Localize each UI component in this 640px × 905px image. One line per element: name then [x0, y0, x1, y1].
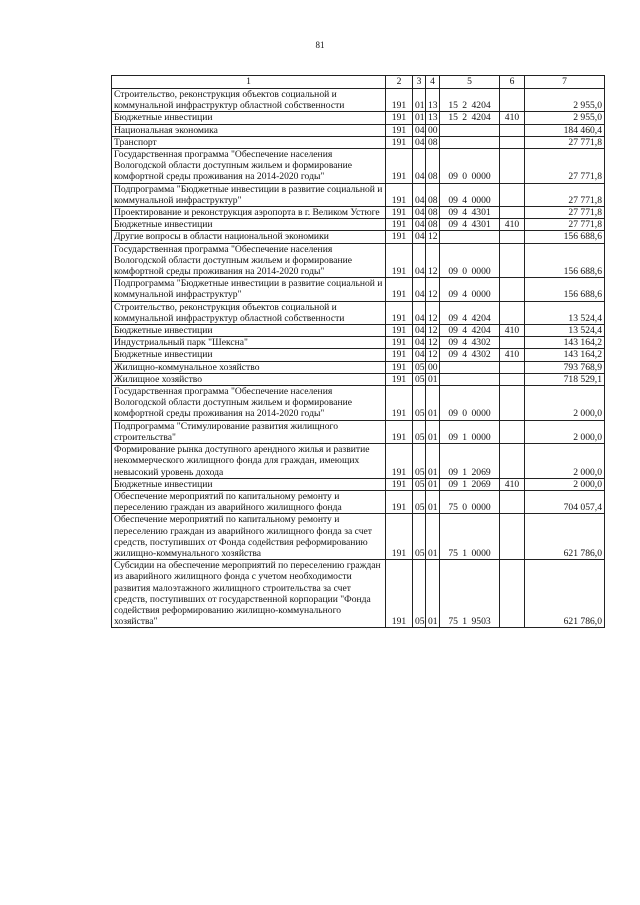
- row-ministry-code: 191: [386, 478, 413, 490]
- row-subsection-code: 12: [426, 301, 440, 324]
- row-target-code: 09 1 0000: [440, 420, 500, 443]
- row-amount: 704 057,4: [525, 490, 605, 513]
- row-target-code: 09 0 0000: [440, 149, 500, 184]
- table-row: [112, 243, 605, 278]
- row-ministry-code: 191: [386, 219, 413, 231]
- row-expense-type: [500, 490, 525, 513]
- row-subsection-code: 01: [426, 560, 440, 628]
- row-section-code: 04: [413, 278, 426, 301]
- row-target-code: 09 4 4301: [440, 207, 500, 219]
- row-section-code: 05: [413, 560, 426, 628]
- row-target-code: 75 1 9503: [440, 560, 500, 628]
- row-amount: 27 771,8: [525, 136, 605, 148]
- row-target-code: 09 4 0000: [440, 183, 500, 206]
- row-ministry-code: 191: [386, 361, 413, 373]
- row-amount: 2 955,0: [525, 89, 605, 112]
- row-expense-type: [500, 243, 525, 278]
- row-expense-type: [500, 183, 525, 206]
- row-subsection-code: 01: [426, 420, 440, 443]
- table-row: [112, 136, 605, 148]
- row-amount: 793 768,9: [525, 361, 605, 373]
- header-col-2: 2: [386, 76, 413, 89]
- table-row: [112, 301, 605, 324]
- row-section-code: 04: [413, 349, 426, 361]
- row-amount: 2 000,0: [525, 386, 605, 421]
- row-target-code: 15 2 4204: [440, 89, 500, 112]
- row-expense-type: [500, 149, 525, 184]
- row-name: Бюджетные инвестиции: [112, 478, 386, 490]
- row-target-code: 09 4 4204: [440, 325, 500, 337]
- row-name: Государственная программа "Обеспечение населения Вологодской области доступным жильем и формирование комфортной среды проживания на 2014-2020 годы": [112, 243, 386, 278]
- row-subsection-code: 01: [426, 444, 440, 479]
- row-name: Строительство, реконструкция объектов социальной и коммунальной инфраструктур областной собственности: [112, 301, 386, 324]
- row-ministry-code: 191: [386, 349, 413, 361]
- row-section-code: 04: [413, 136, 426, 148]
- table-row: [112, 278, 605, 301]
- table-body: [112, 89, 605, 628]
- table-row: [112, 349, 605, 361]
- row-name: Проектирование и реконструкция аэропорта в г. Великом Устюге: [112, 207, 386, 219]
- row-name: Другие вопросы в области национальной экономики: [112, 231, 386, 243]
- row-amount: 156 688,6: [525, 243, 605, 278]
- header-col-3: 3: [413, 76, 426, 89]
- row-name: Государственная программа "Обеспечение населения Вологодской области доступным жильем и формирование комфортной среды проживания на 2014-2020 годы": [112, 386, 386, 421]
- row-target-code: 75 1 0000: [440, 514, 500, 560]
- row-section-code: 05: [413, 490, 426, 513]
- header-col-6: 6: [500, 76, 525, 89]
- row-name: Транспорт: [112, 136, 386, 148]
- row-name: Подпрограмма "Бюджетные инвестиции в развитие социальной и коммунальной инфраструктур": [112, 183, 386, 206]
- row-expense-type: [500, 337, 525, 349]
- row-name: Жилищное хозяйство: [112, 373, 386, 385]
- row-target-code: 09 1 2069: [440, 478, 500, 490]
- table-row: [112, 124, 605, 136]
- row-subsection-code: 12: [426, 325, 440, 337]
- row-expense-type: [500, 386, 525, 421]
- row-ministry-code: 191: [386, 301, 413, 324]
- row-section-code: 05: [413, 420, 426, 443]
- row-subsection-code: 08: [426, 183, 440, 206]
- table-row: [112, 183, 605, 206]
- row-amount: 13 524,4: [525, 325, 605, 337]
- row-ministry-code: 191: [386, 278, 413, 301]
- table-row: [112, 373, 605, 385]
- row-subsection-code: 00: [426, 124, 440, 136]
- header-col-7: 7: [525, 76, 605, 89]
- row-amount: 718 529,1: [525, 373, 605, 385]
- row-ministry-code: 191: [386, 124, 413, 136]
- row-name: Подпрограмма "Стимулирование развития жилищного строительства": [112, 420, 386, 443]
- row-section-code: 04: [413, 325, 426, 337]
- row-expense-type: [500, 89, 525, 112]
- table-row: [112, 89, 605, 112]
- row-ministry-code: 191: [386, 89, 413, 112]
- row-name: Обеспечение мероприятий по капитальному ремонту и переселению граждан из аварийного жилищного фонда за счет средств, поступивших от Фонда содействия реформированию жилищно-коммунального хозяйства: [112, 514, 386, 560]
- row-subsection-code: 01: [426, 373, 440, 385]
- row-target-code: 15 2 4204: [440, 112, 500, 124]
- row-subsection-code: 12: [426, 231, 440, 243]
- row-target-code: [440, 373, 500, 385]
- row-section-code: 04: [413, 243, 426, 278]
- row-target-code: [440, 136, 500, 148]
- row-amount: 2 955,0: [525, 112, 605, 124]
- row-subsection-code: 01: [426, 386, 440, 421]
- row-name: Субсидии на обеспечение мероприятий по переселению граждан из аварийного жилищного фонда с учетом необходимости развития малоэтажного жилищного строительства за счет средств, поступивших от государственной корпорации "Фонда содействия реформированию жилищно-коммунального хозяйства": [112, 560, 386, 628]
- page-number: 81: [315, 40, 325, 50]
- table-row: [112, 420, 605, 443]
- row-expense-type: [500, 361, 525, 373]
- table-row: [112, 514, 605, 560]
- row-section-code: 04: [413, 231, 426, 243]
- row-expense-type: [500, 514, 525, 560]
- row-section-code: 05: [413, 478, 426, 490]
- row-name: Государственная программа "Обеспечение населения Вологодской области доступным жильем и формирование комфортной среды проживания на 2014-2020 годы": [112, 149, 386, 184]
- row-name: Жилищно-коммунальное хозяйство: [112, 361, 386, 373]
- row-expense-type: 410: [500, 219, 525, 231]
- table-row: [112, 149, 605, 184]
- row-amount: 27 771,8: [525, 219, 605, 231]
- table-row: [112, 386, 605, 421]
- row-name: Формирование рынка доступного арендного жилья и развитие некоммерческого жилищного фонда для граждан, имеющих невысокий уровень дохода: [112, 444, 386, 479]
- row-subsection-code: 08: [426, 207, 440, 219]
- row-section-code: 04: [413, 183, 426, 206]
- table-row: [112, 478, 605, 490]
- table-row: [112, 219, 605, 231]
- row-target-code: [440, 124, 500, 136]
- row-name: Строительство, реконструкция объектов социальной и коммунальной инфраструктур областной собственности: [112, 89, 386, 112]
- table-row: [112, 337, 605, 349]
- row-expense-type: [500, 444, 525, 479]
- row-amount: 621 786,0: [525, 560, 605, 628]
- row-amount: 156 688,6: [525, 231, 605, 243]
- row-name: Подпрограмма "Бюджетные инвестиции в развитие социальной и коммунальной инфраструктур": [112, 278, 386, 301]
- row-section-code: 04: [413, 207, 426, 219]
- row-ministry-code: 191: [386, 444, 413, 479]
- row-section-code: 04: [413, 337, 426, 349]
- row-amount: 27 771,8: [525, 183, 605, 206]
- row-expense-type: [500, 420, 525, 443]
- header-col-1: 1: [112, 76, 386, 89]
- row-amount: 143 164,2: [525, 337, 605, 349]
- row-subsection-code: 01: [426, 514, 440, 560]
- row-subsection-code: 08: [426, 219, 440, 231]
- row-subsection-code: 01: [426, 478, 440, 490]
- row-ministry-code: 191: [386, 136, 413, 148]
- row-section-code: 04: [413, 219, 426, 231]
- table-row: [112, 112, 605, 124]
- row-expense-type: 410: [500, 478, 525, 490]
- row-ministry-code: 191: [386, 490, 413, 513]
- row-name: Индустриальный парк "Шексна": [112, 337, 386, 349]
- row-section-code: 04: [413, 301, 426, 324]
- table-row: [112, 490, 605, 513]
- row-name: Бюджетные инвестиции: [112, 112, 386, 124]
- row-section-code: 05: [413, 514, 426, 560]
- row-ministry-code: 191: [386, 112, 413, 124]
- row-section-code: 05: [413, 386, 426, 421]
- row-target-code: [440, 361, 500, 373]
- row-name: Бюджетные инвестиции: [112, 219, 386, 231]
- row-amount: 184 460,4: [525, 124, 605, 136]
- row-ministry-code: 191: [386, 243, 413, 278]
- row-section-code: 05: [413, 373, 426, 385]
- row-subsection-code: 13: [426, 112, 440, 124]
- row-target-code: 09 0 0000: [440, 386, 500, 421]
- row-subsection-code: 08: [426, 136, 440, 148]
- row-amount: 27 771,8: [525, 207, 605, 219]
- row-ministry-code: 191: [386, 207, 413, 219]
- row-expense-type: 410: [500, 112, 525, 124]
- row-ministry-code: 191: [386, 183, 413, 206]
- row-subsection-code: 12: [426, 349, 440, 361]
- row-expense-type: [500, 136, 525, 148]
- table-row: [112, 231, 605, 243]
- row-subsection-code: 12: [426, 337, 440, 349]
- row-amount: 2 000,0: [525, 420, 605, 443]
- row-ministry-code: 191: [386, 514, 413, 560]
- row-target-code: 09 4 0000: [440, 278, 500, 301]
- row-section-code: 04: [413, 149, 426, 184]
- row-expense-type: [500, 207, 525, 219]
- row-expense-type: [500, 124, 525, 136]
- table-row: [112, 444, 605, 479]
- table-row: [112, 560, 605, 628]
- row-ministry-code: 191: [386, 420, 413, 443]
- row-subsection-code: 12: [426, 243, 440, 278]
- table-row: [112, 361, 605, 373]
- row-expense-type: 410: [500, 349, 525, 361]
- row-amount: 2 000,0: [525, 478, 605, 490]
- row-section-code: 04: [413, 124, 426, 136]
- row-ministry-code: 191: [386, 560, 413, 628]
- row-section-code: 05: [413, 444, 426, 479]
- row-ministry-code: 191: [386, 325, 413, 337]
- row-subsection-code: 13: [426, 89, 440, 112]
- row-target-code: 09 4 4301: [440, 219, 500, 231]
- row-amount: 2 000,0: [525, 444, 605, 479]
- row-amount: 156 688,6: [525, 278, 605, 301]
- row-section-code: 01: [413, 112, 426, 124]
- row-target-code: 09 4 4302: [440, 337, 500, 349]
- row-target-code: 09 0 0000: [440, 243, 500, 278]
- row-target-code: 09 4 4302: [440, 349, 500, 361]
- row-name: Бюджетные инвестиции: [112, 349, 386, 361]
- row-amount: 27 771,8: [525, 149, 605, 184]
- row-target-code: 09 1 2069: [440, 444, 500, 479]
- row-expense-type: [500, 301, 525, 324]
- row-section-code: 05: [413, 361, 426, 373]
- row-target-code: [440, 231, 500, 243]
- header-col-4: 4: [426, 76, 440, 89]
- row-target-code: 09 4 4204: [440, 301, 500, 324]
- row-expense-type: [500, 560, 525, 628]
- header-col-5: 5: [440, 76, 500, 89]
- row-name: Национальная экономика: [112, 124, 386, 136]
- table-row: [112, 325, 605, 337]
- row-section-code: 01: [413, 89, 426, 112]
- row-amount: 13 524,4: [525, 301, 605, 324]
- row-ministry-code: 191: [386, 386, 413, 421]
- row-subsection-code: 12: [426, 278, 440, 301]
- row-name: Бюджетные инвестиции: [112, 325, 386, 337]
- row-ministry-code: 191: [386, 337, 413, 349]
- row-subsection-code: 01: [426, 490, 440, 513]
- row-amount: 143 164,2: [525, 349, 605, 361]
- row-ministry-code: 191: [386, 231, 413, 243]
- row-subsection-code: 00: [426, 361, 440, 373]
- row-expense-type: [500, 278, 525, 301]
- header-row: [112, 76, 605, 89]
- row-name: Обеспечение мероприятий по капитальному ремонту и переселению граждан из аварийного жилищного фонда: [112, 490, 386, 513]
- row-amount: 621 786,0: [525, 514, 605, 560]
- row-target-code: 75 0 0000: [440, 490, 500, 513]
- budget-table: [111, 75, 605, 628]
- row-ministry-code: 191: [386, 149, 413, 184]
- row-expense-type: 410: [500, 325, 525, 337]
- row-ministry-code: 191: [386, 373, 413, 385]
- row-expense-type: [500, 373, 525, 385]
- row-subsection-code: 08: [426, 149, 440, 184]
- table-row: [112, 207, 605, 219]
- row-expense-type: [500, 231, 525, 243]
